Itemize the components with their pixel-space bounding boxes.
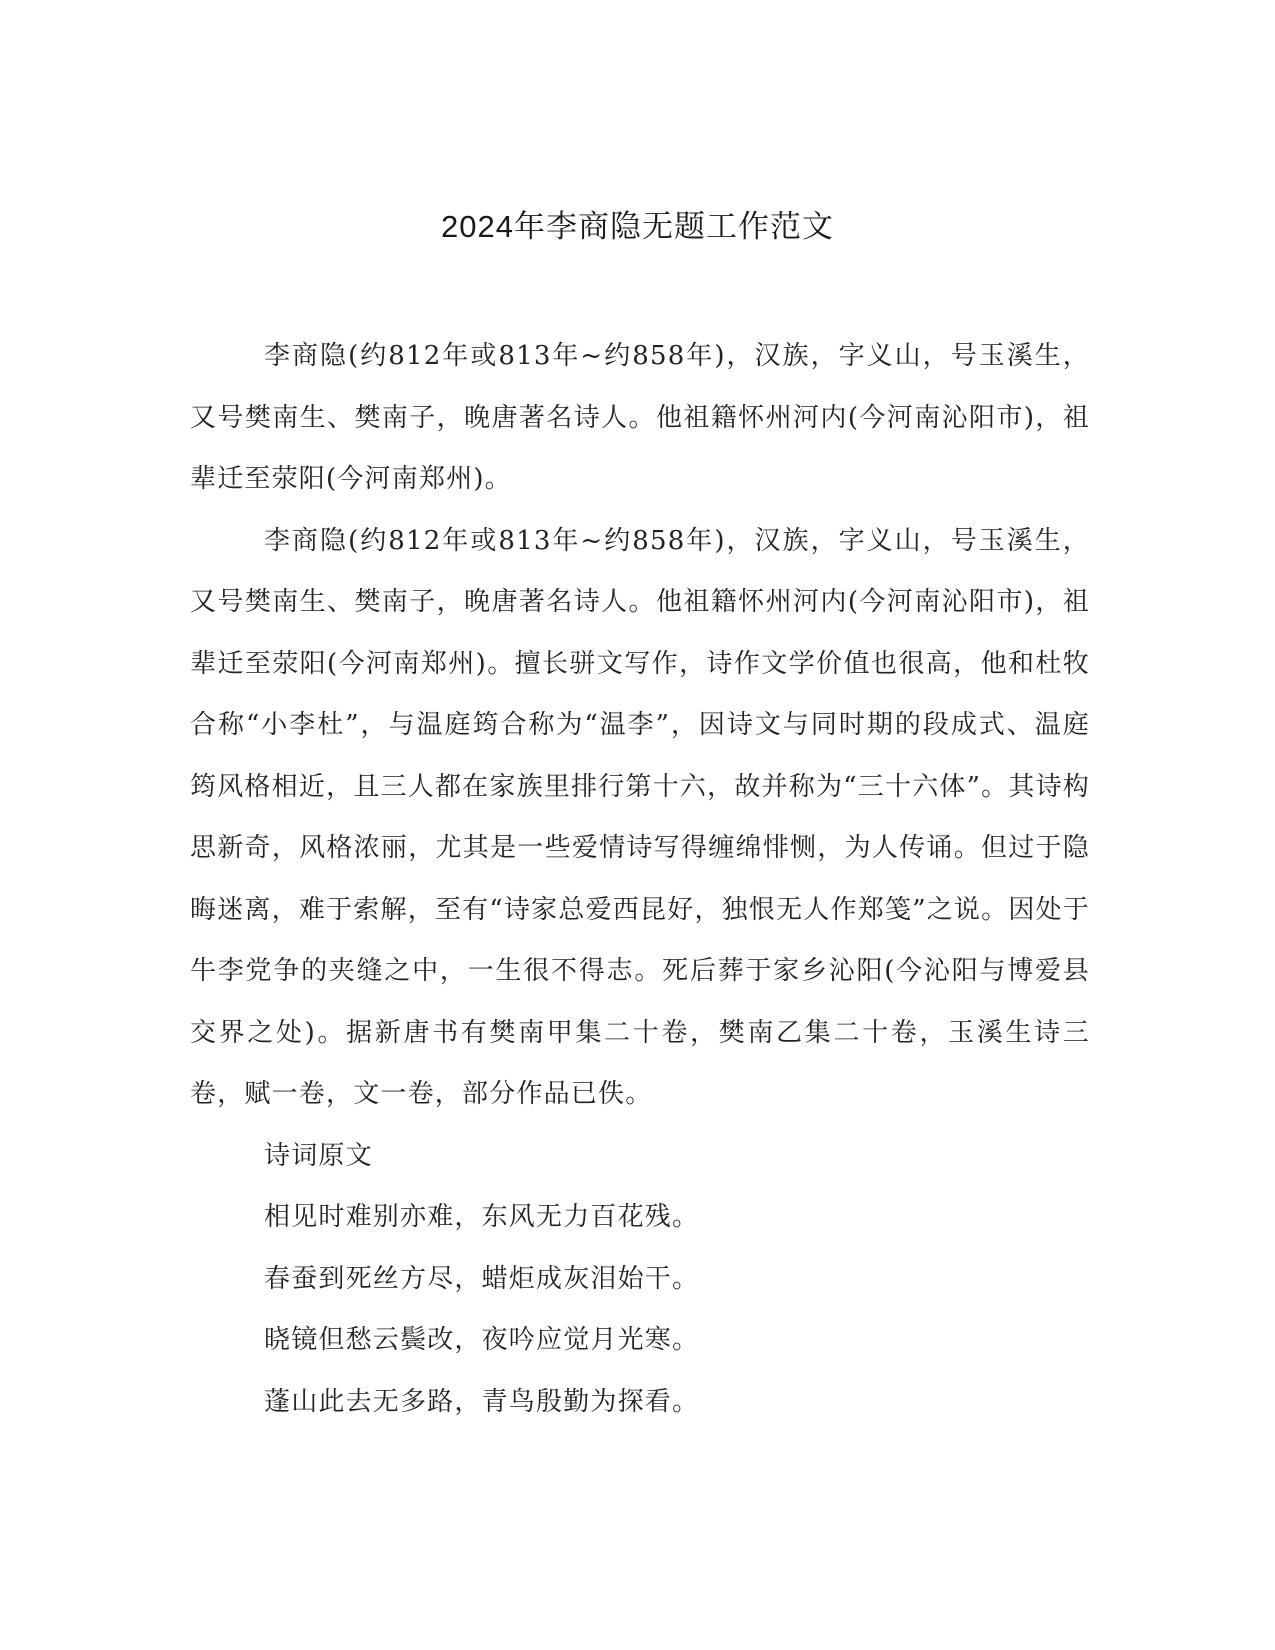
poem-line: 相见时难别亦难，东风无力百花残。 (264, 1202, 700, 1232)
document-body (190, 326, 1090, 1433)
intro-paragraph: 李商隐(约812年或813年~约858年)，汉族，字义山，号玉溪生，又号樊南生、樊南子，晚唐著名诗人。他祖籍怀州河内(今河南沁阳市)，祖辈迁至荥阳(今河南郑州)。 (190, 341, 1090, 494)
biography-paragraph: 李商隐(约812年或813年~约858年)，汉族，字义山，号玉溪生，又号樊南生、樊南子，晚唐著名诗人。他祖籍怀州河内(今河南沁阳市)，祖辈迁至荥阳(今河南郑州)。擅长骈文写作，诗作文学价值也很高，他和杜牧合称“小李杜”，与温庭筠合称为“温李”，因诗文与同时期的段成式、温庭筠风格相近，且三人都在家族里排行第十六，故并称为“三十六体”。其诗构思新奇，风格浓丽，尤其是一些爱情诗写得缠绵悱恻，为人传诵。但过于隐晦迷离，难于索解，至有“诗家总爱西昆好，独恨无人作郑笺”之说。因处于牛李党争的夹缝之中，一生很不得志。死后葬于家乡沁阳(今沁阳与博爱县交界之处)。据新唐书有樊南甲集二十卷，樊南乙集二十卷，玉溪生诗三卷，赋一卷，文一卷，部分作品已佚。 (190, 525, 1090, 1109)
poem-heading: 诗词原文 (264, 1140, 373, 1171)
poem-line: 晓镜但愁云鬓改，夜吟应觉月光寒。 (264, 1325, 700, 1355)
poem-line: 春蚕到死丝方尽，蜡炬成灰泪始干。 (264, 1263, 700, 1294)
poem-line: 蓬山此去无多路，青鸟殷勤为探看。 (264, 1386, 700, 1417)
document-title: 2024年李商隐无题工作范文 (441, 209, 834, 244)
